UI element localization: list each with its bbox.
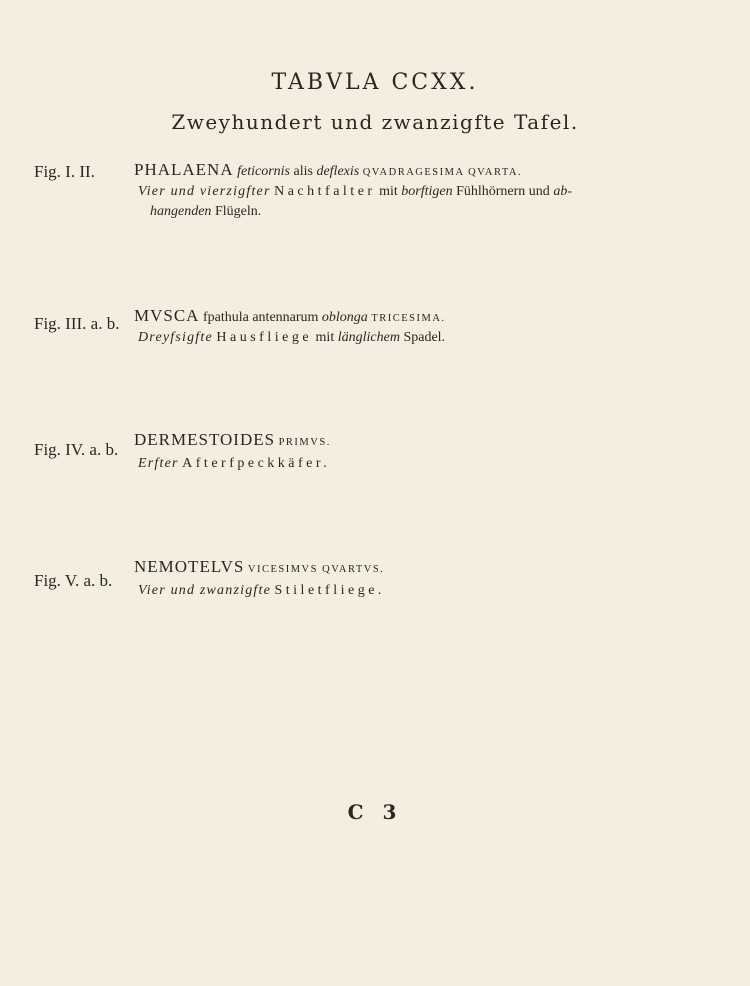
genus-name: DERMESTOIDES — [134, 430, 276, 449]
german-description-line-1 — [138, 583, 385, 599]
german-word: Fühlhörnern und — [456, 184, 550, 199]
species-ordinal: QVADRAGESIMA QVARTA. — [362, 167, 523, 178]
german-description-line-2 — [150, 204, 261, 220]
latin-word: alis — [293, 164, 313, 179]
german-word: Dreyfsigfte — [138, 330, 213, 345]
german-word: Afterfpeckkäfer. — [182, 456, 331, 471]
german-word: Hausfliege — [216, 330, 313, 345]
latin-word: oblonga — [321, 310, 368, 325]
figure-label: Fig. III. a. b. — [34, 314, 120, 333]
german-word: hangenden — [150, 204, 212, 219]
species-ordinal: VICESIMVS QVARTVS. — [247, 564, 385, 575]
plate-title: TABVLA CCXX. — [271, 70, 479, 95]
german-word: Spadel. — [403, 330, 446, 345]
figure-label: Fig. I. II. — [34, 162, 95, 181]
latin-word: deflexis — [316, 164, 360, 179]
german-word: länglichem — [337, 330, 400, 345]
latin-description — [134, 160, 522, 180]
german-word: Vier und vierzigfter — [138, 184, 271, 199]
german-word: Flügeln. — [214, 204, 262, 219]
german-word: mit — [379, 184, 398, 199]
german-word: ab- — [553, 184, 572, 199]
plate-subtitle: Zweyhundert und zwanzigfte Tafel. — [171, 110, 579, 134]
german-word: borftigen — [401, 184, 453, 199]
latin-word: feticornis — [237, 164, 290, 179]
genus-name: MVSCA — [134, 306, 200, 325]
species-ordinal: PRIMVS. — [278, 437, 331, 448]
latin-word: fpathula antennarum — [202, 310, 319, 325]
german-word: Vier und zwanzigfte — [138, 583, 271, 598]
figure-label: Fig. V. a. b. — [34, 571, 113, 590]
latin-description — [134, 306, 446, 326]
german-description-line-1 — [138, 456, 330, 472]
german-word: Erfter — [138, 456, 179, 471]
german-word: mit — [315, 330, 335, 345]
species-ordinal: TRICESIMA. — [371, 313, 446, 324]
german-description-line-1 — [138, 330, 445, 346]
german-description-line-1 — [138, 184, 572, 200]
german-word: Stiletfliege. — [274, 583, 385, 598]
german-word: Nachtfalter — [274, 184, 376, 199]
genus-name: PHALAENA — [134, 160, 234, 179]
signature-mark: C 3 — [347, 800, 403, 824]
latin-description — [134, 557, 384, 577]
figure-label: Fig. IV. a. b. — [34, 440, 119, 459]
latin-description — [134, 430, 331, 450]
genus-name: NEMOTELVS — [134, 557, 245, 576]
